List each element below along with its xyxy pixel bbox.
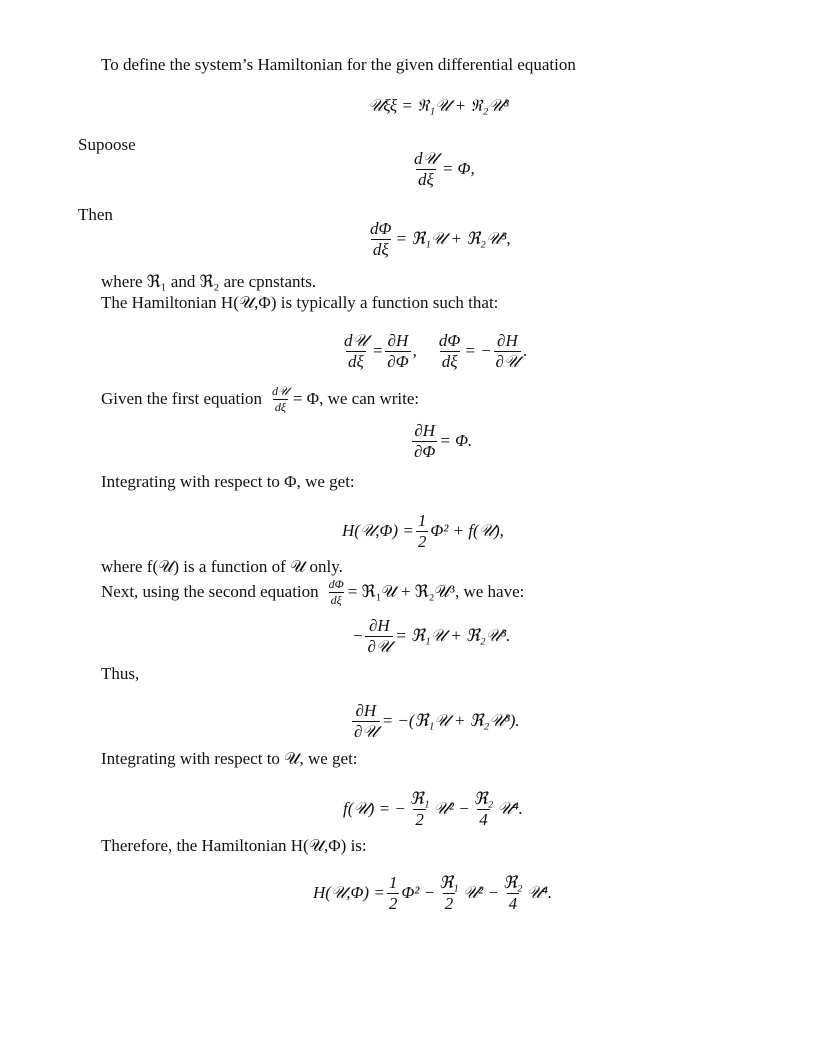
next-line: Next, using the second equation $\frac{d\Phi}{d\xi}$ = ℜ₁𝒰 + ℜ₂𝒰³, we have:	[101, 577, 525, 607]
intro-text: To define the system’s Hamiltonian for the given differential equation	[101, 55, 576, 74]
hamiltonian-intro-text: The Hamiltonian H(𝒰,Φ) is typically a function such that:	[101, 293, 499, 312]
equation-f: f(𝒰) = − $\frac{\text{ℜ₁}}{2}$ 𝒰² − $\frac{\text{ℜ₂}}{4}$ 𝒰⁴.	[343, 789, 523, 829]
equation-suppose: $\frac{\text{d𝒰}}{d\xi}$ = Φ,	[414, 149, 475, 189]
equation-h-with-f: H(𝒰,Φ) = $\frac{1}{2}$ Φ² + f(𝒰),	[342, 511, 504, 551]
suppose-label: Supoose	[78, 135, 136, 154]
equation-dh-du: $\frac{\partial H}{\text{∂𝒰}}$ = −(ℜ₁𝒰 + ℜ₂𝒰³).	[354, 701, 520, 741]
equation-then: $\frac{d\Phi}{d\xi}$ = ℜ₁𝒰 + ℜ₂𝒰³,	[370, 219, 511, 259]
constants-text: where ℜ₁ and ℜ₂ are cpnstants.	[101, 272, 317, 291]
where-f-text: where f(𝒰) is a function of 𝒰 only.	[101, 557, 343, 576]
integrate-u-text: Integrating with respect to 𝒰, we get:	[101, 749, 358, 768]
equation-main: 𝒰ξξ = ℜ₁𝒰 + ℜ₂𝒰³	[368, 96, 509, 115]
therefore-text: Therefore, the Hamiltonian H(𝒰,Φ) is:	[101, 836, 367, 855]
thus-label: Thus,	[101, 664, 140, 683]
equation-final-hamiltonian: H(𝒰,Φ) = $\frac{1}{2}$ Φ² − $\frac{\text{ℜ₁}}{2}$ 𝒰² − $\frac{\text{ℜ₂}}{4}$ 𝒰⁴.	[313, 873, 553, 913]
equation-hamilton: $\frac{\text{d𝒰}}{d\xi}$ = $\frac{\partial H}{\partial\Phi}$ , $\frac{d\Phi}{d\xi}$ = − $\frac{\partial H}{\text{∂𝒰}}$ .	[344, 331, 528, 371]
integrate-phi-text: Integrating with respect to Φ, we get:	[101, 472, 355, 491]
given-first-line: Given the first equation $\frac{\text{d𝒰}}{d\xi}$ = Φ, we can write:	[101, 384, 420, 414]
equation-neg-dh-du: − $\frac{\partial H}{\text{∂𝒰}}$ = ℜ₁𝒰 + ℜ₂𝒰³.	[352, 616, 511, 656]
equation-dh-dphi: $\frac{\partial H}{\partial\Phi}$ = Φ.	[414, 421, 473, 461]
then-label: Then	[78, 205, 113, 224]
